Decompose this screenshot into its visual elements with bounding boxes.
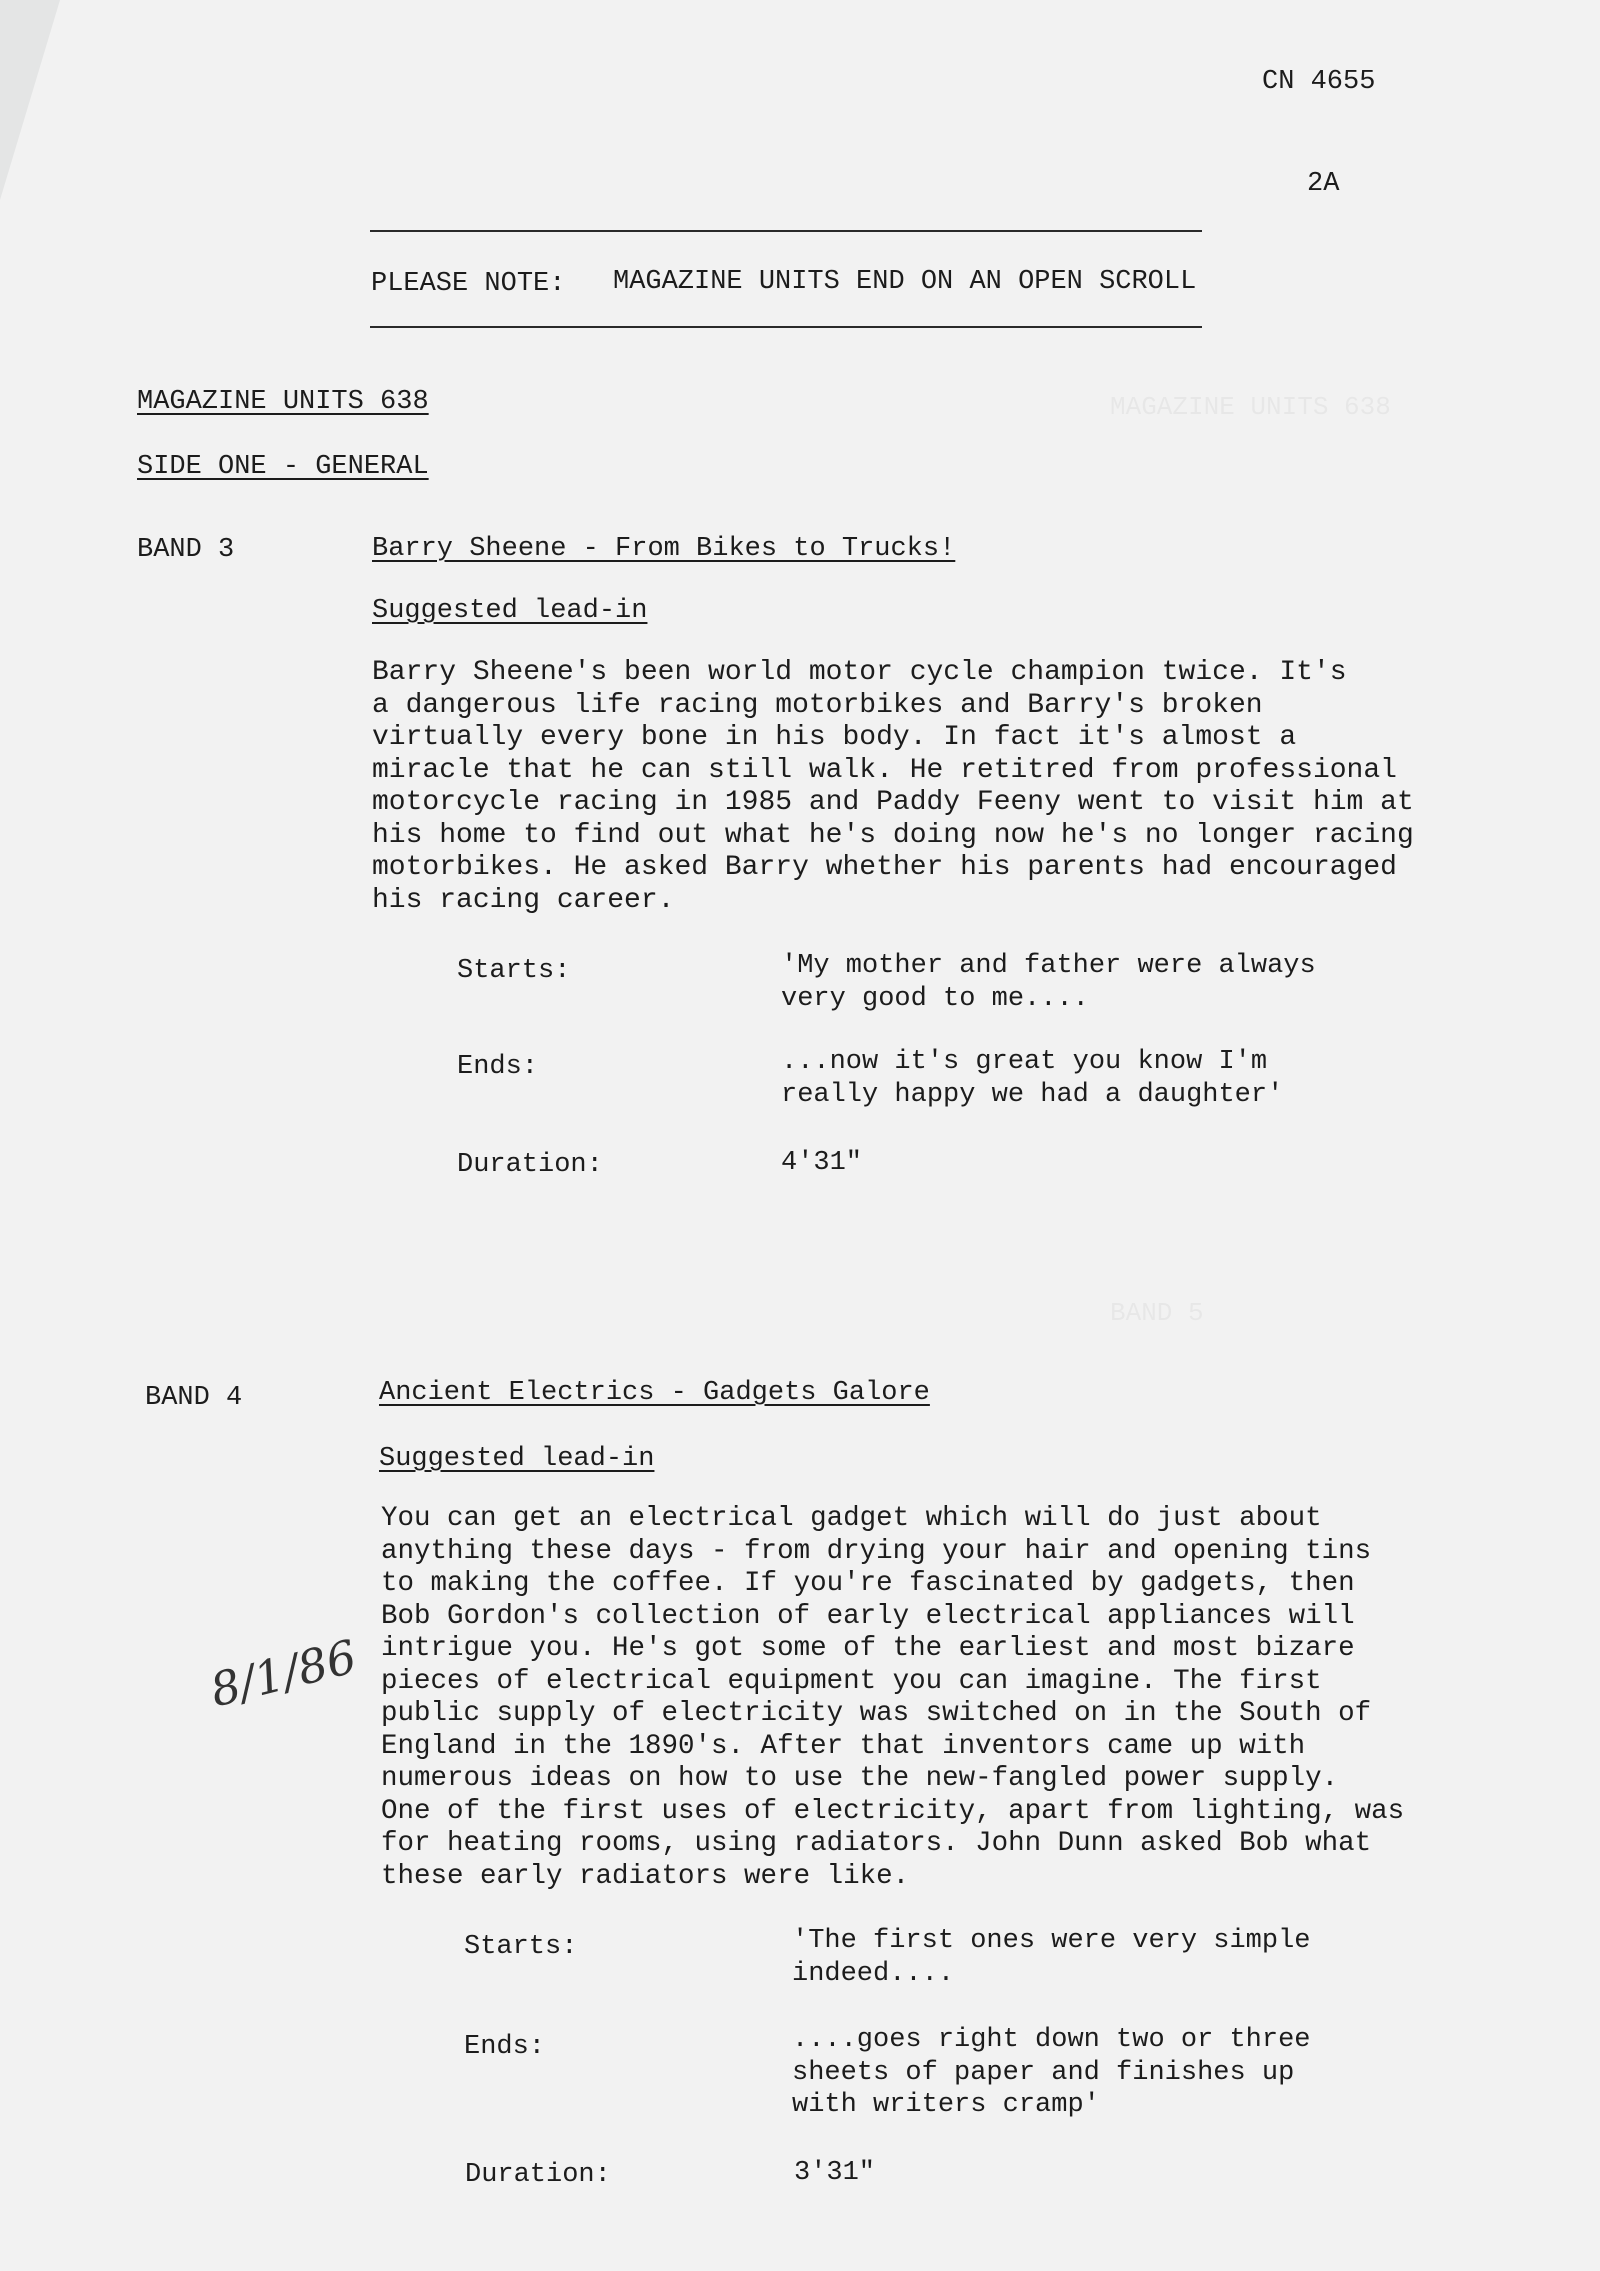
side-heading: SIDE ONE - GENERAL	[137, 452, 429, 482]
band-title: Barry Sheene - From Bikes to Trucks!	[372, 534, 956, 564]
leadin-paragraph: Barry Sheene's been world motor cycle champion twice. It's a dangerous life racing motorbikes and Barry's broken virtually every bone in his body. In fact it's almost a miracle that he can still walk. He retitred from professional motorcycle racing in 1985 and Paddy Feeny went to visit him at his home to find out what he's doing now he's no longer racing motorbikes. He asked Barry whether his parents had encouraged his racing career.	[372, 657, 1414, 916]
duration-label: Duration:	[465, 2160, 611, 2190]
page-number: 2A	[1307, 169, 1340, 199]
duration-value: 3'31"	[794, 2158, 876, 2188]
show-through	[1110, 1298, 1204, 1328]
document-reference: CN 4655	[1262, 67, 1376, 97]
ends-label: Ends:	[464, 2032, 546, 2062]
band-label: BAND 3	[137, 535, 235, 565]
ends-value: ....goes right down two or three sheets of paper and finishes up with writers cramp'	[792, 2025, 1311, 2120]
duration-label: Duration:	[457, 1150, 603, 1180]
folded-corner	[0, 0, 60, 200]
starts-label: Starts:	[457, 956, 571, 986]
starts-value: 'My mother and father were always very good to me....	[781, 951, 1316, 1014]
leadin-heading: Suggested lead-in	[379, 1444, 655, 1474]
notice-rule-top	[370, 230, 1202, 232]
notice-text: MAGAZINE UNITS END ON AN OPEN SCROLL	[613, 267, 1197, 297]
leadin-paragraph: You can get an electrical gadget which will do just about anything these days - from drying your hair and opening tins to making the coffee. If you're fascinated by gadgets, then Bob Gordon's collection of early electrical appliances will intrigue you. He's got some of the earliest and most bizare pieces of electrical equipment you can imagine. The first public supply of electricity was switched on in the South of England in the 1890's. After that inventors came up with numerous ideas on how to use the new-fangled power supply. One of the first uses of electricity, apart from lighting, was for heating rooms, using radiators. John Dunn asked Bob what these early radiators were like.	[381, 1503, 1405, 1892]
magazine-title: MAGAZINE UNITS 638	[137, 387, 429, 417]
starts-value: 'The first ones were very simple indeed....	[792, 1926, 1311, 1989]
ends-label: Ends:	[457, 1052, 539, 1082]
band-label: BAND 4	[145, 1383, 243, 1413]
show-through	[1110, 392, 1391, 422]
starts-label: Starts:	[464, 1932, 578, 1962]
leadin-heading: Suggested lead-in	[372, 596, 648, 626]
handwritten-date: 8/1/86	[205, 1629, 362, 1718]
notice-label: PLEASE NOTE:	[371, 269, 566, 299]
ends-value: ...now it's great you know I'm really happy we had a daughter'	[781, 1047, 1284, 1110]
duration-value: 4'31"	[781, 1148, 863, 1178]
band-title: Ancient Electrics - Gadgets Galore	[379, 1378, 930, 1408]
notice-rule-bottom	[370, 326, 1202, 328]
